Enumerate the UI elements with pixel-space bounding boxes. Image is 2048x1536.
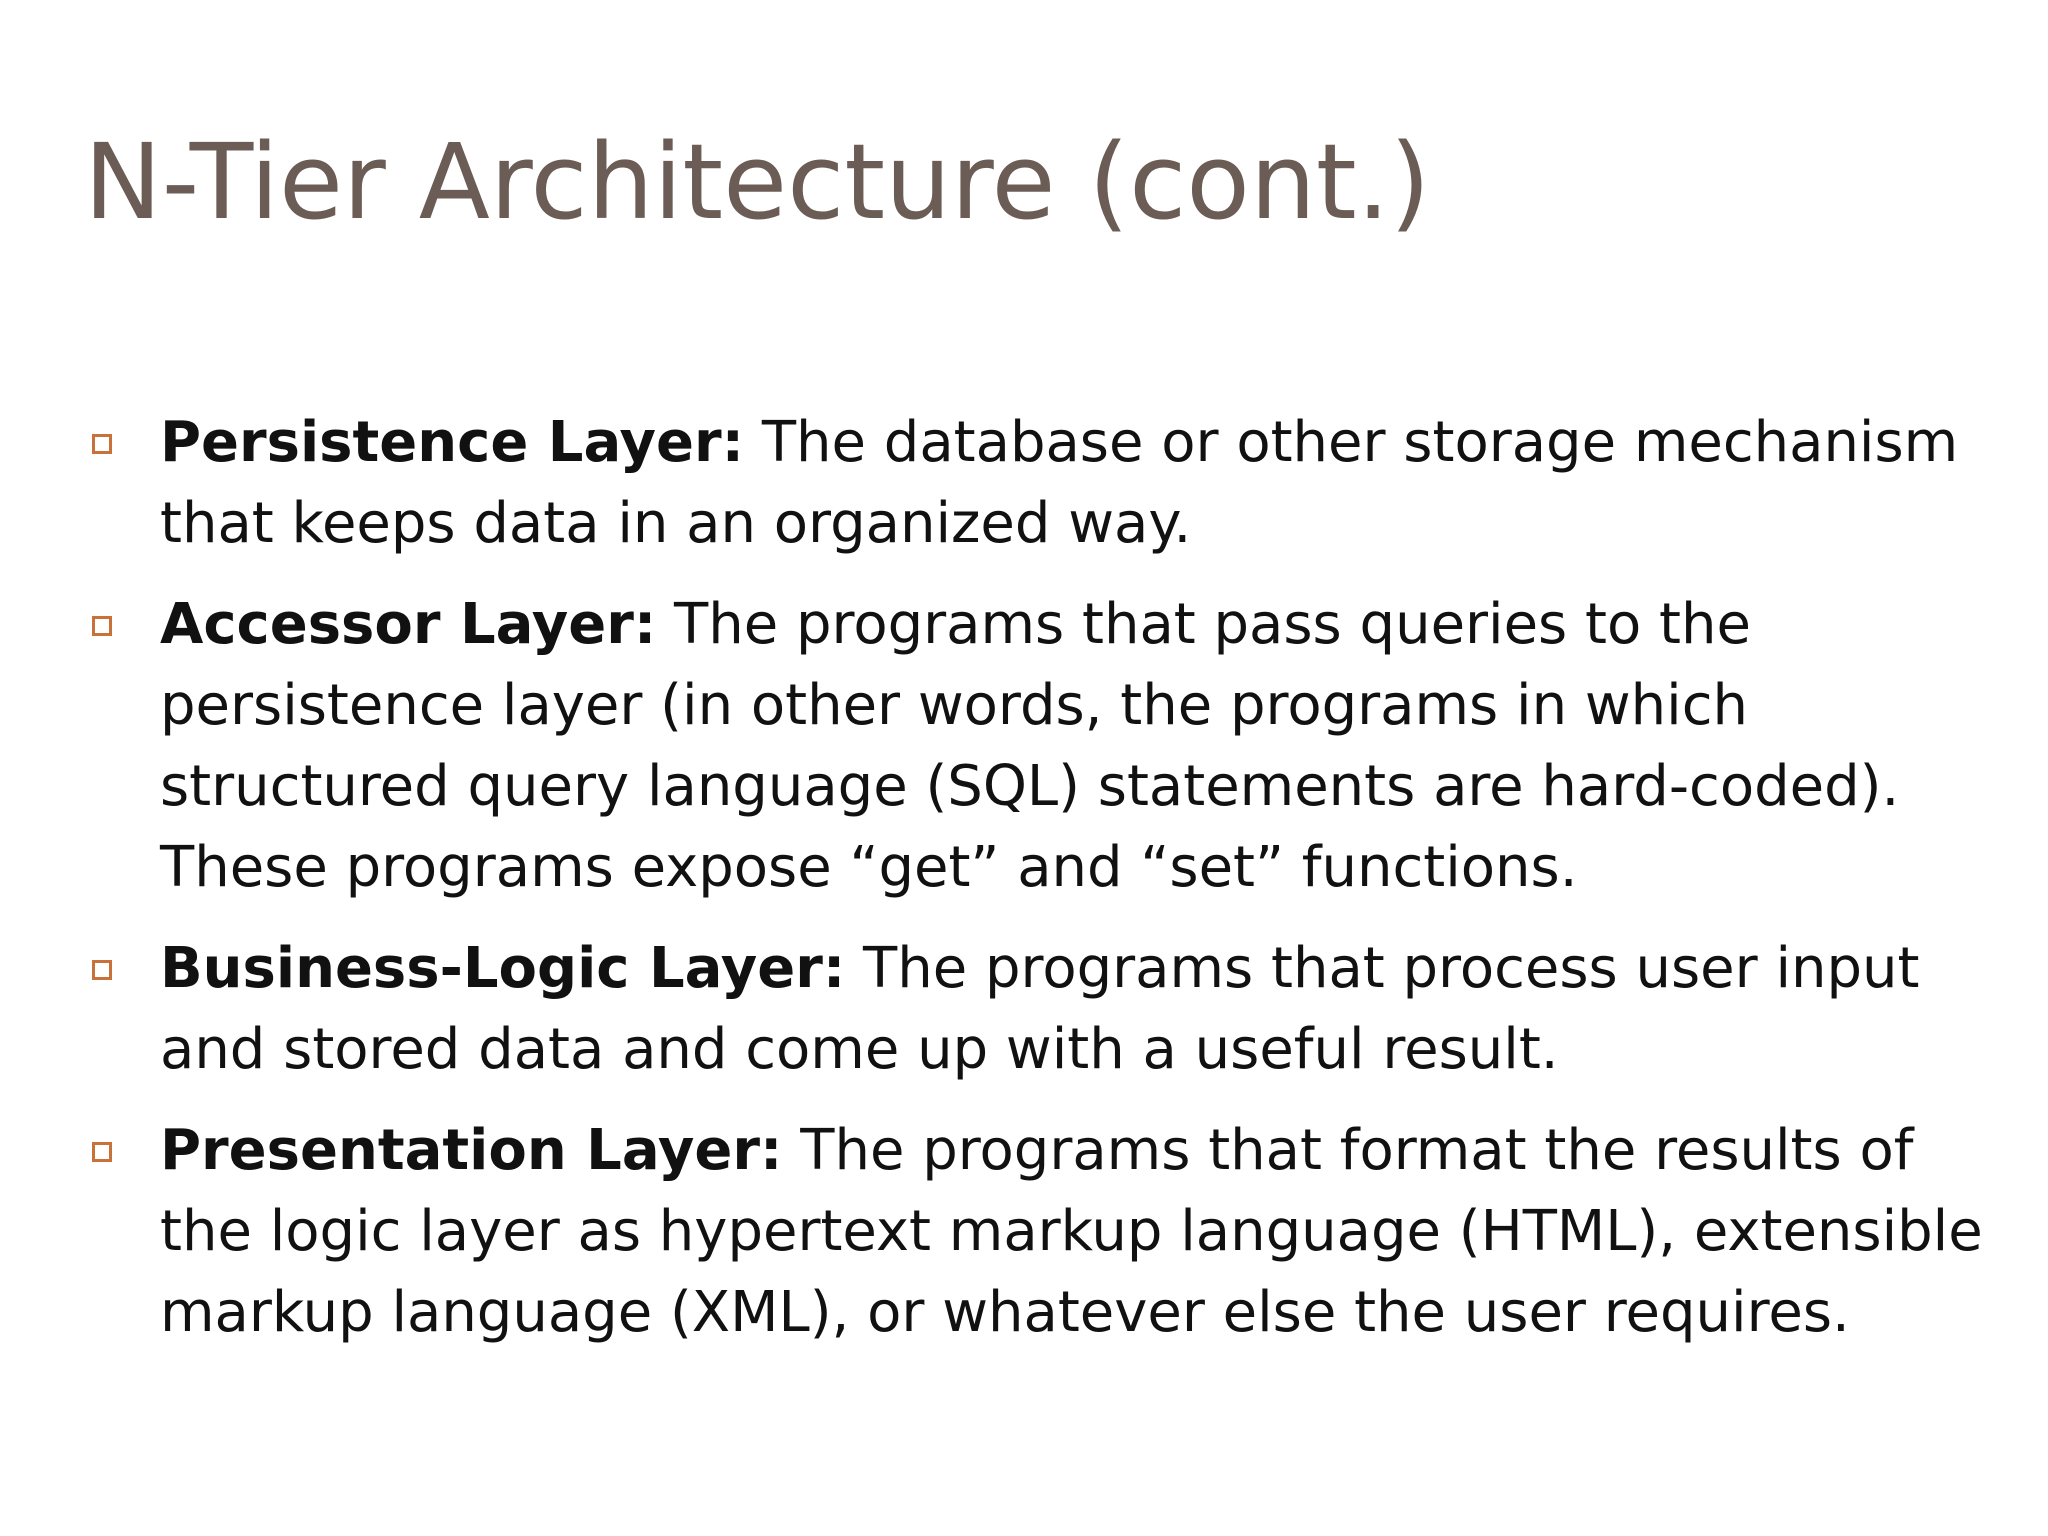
square-bullet-icon — [92, 616, 112, 636]
bullet-text: The programs that pass queries to the persistence layer (in other words, the programs in which structured query language (SQL) statements are hard-coded). These programs expose “get” and “set” functions. — [160, 592, 1900, 900]
bullet-term: Accessor Layer: — [160, 592, 657, 657]
bullet-list — [84, 402, 1984, 1373]
square-bullet-icon — [92, 434, 112, 454]
bullet-accessor-layer — [84, 584, 1984, 908]
bullet-persistence-layer — [84, 402, 1984, 564]
square-bullet-icon — [92, 960, 112, 980]
bullet-term: Business-Logic Layer: — [160, 936, 846, 1001]
bullet-business-logic-layer — [84, 928, 1984, 1090]
slide-title: N-Tier Architecture (cont.) — [84, 121, 1431, 243]
bullet-text: The database or other storage mechanism that keeps data in an organized way. — [160, 410, 1959, 556]
bullet-presentation-layer — [84, 1110, 1984, 1353]
bullet-term: Presentation Layer: — [160, 1118, 783, 1183]
bullet-term: Persistence Layer: — [160, 410, 745, 475]
square-bullet-icon — [92, 1142, 112, 1162]
bullet-text: The programs that process user input and stored data and come up with a useful result. — [160, 936, 1920, 1082]
bullet-text: The programs that format the results of the logic layer as hypertext markup language (HTML), extensible markup language (XML), or whatever else the user requires. — [160, 1118, 1983, 1345]
